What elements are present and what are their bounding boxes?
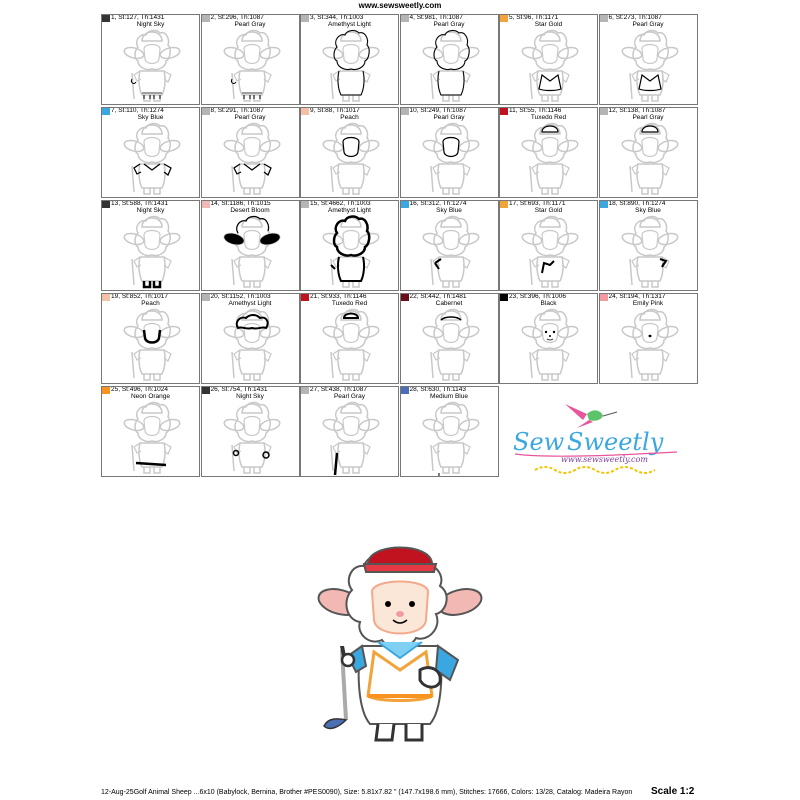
hummingbird-icon <box>565 404 617 428</box>
color-stop-cell <box>101 293 200 384</box>
sheep-outline-thumbnail <box>321 399 381 477</box>
thread-color-name: Pearl Gray <box>333 393 366 400</box>
color-stop-cell <box>101 14 200 105</box>
thread-color-name: Pearl Gray <box>234 114 266 121</box>
sheep-outline-thumbnail <box>122 27 182 105</box>
sheep-outline-thumbnail <box>421 399 481 477</box>
sheep-outline-thumbnail <box>321 306 381 384</box>
color-stop-meta: 28, St:630, Th:1143 <box>409 386 466 393</box>
color-stop-meta: 1, St:127, Th:1431 <box>111 14 165 21</box>
color-stop-meta: 24, St:194, Th:1317 <box>608 293 666 300</box>
color-stop-meta: 14, St:1186, Th:1015 <box>210 200 271 207</box>
color-stop-meta: 22, St:442, Th:1481 <box>409 293 467 300</box>
color-stop-cell <box>400 386 499 477</box>
thread-color-name: Pearl Gray <box>632 114 664 121</box>
color-stop-meta: 10, St:249, Th:1087 <box>409 107 467 114</box>
color-stop-cell <box>300 200 399 291</box>
sheep-outline-thumbnail <box>421 213 481 291</box>
color-stop-meta: 17, St:693, Th:1171 <box>509 200 566 207</box>
color-stop-meta: 13, St:588, Th:1431 <box>111 200 168 207</box>
sheep-outline-thumbnail <box>620 213 680 291</box>
color-stop-meta: 4, St:981, Th:1087 <box>409 14 463 21</box>
thread-color-name: Amethyst Light <box>228 300 272 307</box>
color-stop-cell <box>201 107 300 198</box>
sheep-outline-thumbnail <box>520 27 580 105</box>
color-stop-meta: 27, St:438, Th:1087 <box>310 386 367 393</box>
color-stop-cell <box>599 293 698 384</box>
color-stop-meta: 25, St:496, Th:1024 <box>111 386 168 393</box>
sheep-outline-thumbnail <box>520 213 580 291</box>
color-stop-meta: 5, St:96, Th:1171 <box>509 14 559 21</box>
thread-color-name: Sky Blue <box>436 207 462 214</box>
thread-color-name: Peach <box>340 114 359 121</box>
thread-color-name: Pearl Gray <box>234 21 266 28</box>
thread-color-name: Star Gold <box>534 21 563 28</box>
sheep-outline-thumbnail <box>122 306 182 384</box>
color-stop-cell <box>499 293 598 384</box>
thread-color-name: Tuxedo Red <box>331 300 368 307</box>
color-stop-cell <box>101 107 200 198</box>
color-stop-cell <box>400 107 499 198</box>
sheep-outline-thumbnail <box>222 306 282 384</box>
color-stop-cell <box>400 14 499 105</box>
thread-color-name: Pearl Gray <box>632 21 664 28</box>
sheep-outline-thumbnail <box>222 399 282 477</box>
color-stop-cell <box>400 293 499 384</box>
sheep-outline-thumbnail <box>620 306 680 384</box>
color-stop-cell <box>599 107 698 198</box>
thread-color-name: Cabernet <box>435 300 463 307</box>
thread-color-name: Desert Bloom <box>230 207 270 214</box>
thread-color-name: Amethyst Light <box>328 207 371 214</box>
color-stop-meta: 16, St:312, Th:1274 <box>409 200 467 207</box>
thread-color-name: Amethyst Light <box>328 21 371 28</box>
sheep-outline-thumbnail <box>122 120 182 198</box>
thread-color-name: Neon Orange <box>130 393 171 400</box>
sheep-outline-thumbnail <box>520 120 580 198</box>
color-stop-meta: 21, St:933, Th:1146 <box>310 293 367 300</box>
thread-color-name: Sky Blue <box>137 114 164 121</box>
color-stop-cell <box>499 107 598 198</box>
color-stop-cell <box>201 200 300 291</box>
color-stop-meta: 15, St:4662, Th:1003 <box>310 200 371 207</box>
color-stop-meta: 18, St:890, Th:1274 <box>608 200 666 207</box>
color-stop-cell <box>499 200 598 291</box>
thread-color-name: Tuxedo Red <box>530 114 567 121</box>
color-stop-meta: 3, St:344, Th:1003 <box>310 14 364 21</box>
color-stop-meta: 12, St:138, Th:1087 <box>608 107 666 114</box>
color-stop-cell <box>201 14 300 105</box>
sheep-outline-thumbnail <box>421 120 481 198</box>
site-url: www.sewsweetly.com <box>358 1 442 10</box>
color-stop-cell <box>400 200 499 291</box>
footer-info: 12-Aug-25Golf Animal Sheep ...6x10 (Babylock, Bernina, Brother #PES0090), Size: 5.81x7.82 " (147.7x198.6 mm), Stitches: 17666, Colors: 13/28, Catalog: Madeira Rayon <box>101 789 633 796</box>
golf-sheep-preview <box>300 520 500 750</box>
logo-word-sew: Sew <box>513 428 565 456</box>
thread-color-name: Night Sky <box>136 21 165 28</box>
sheep-outline-thumbnail <box>222 27 282 105</box>
color-stop-meta: 6, St:273, Th:1087 <box>608 14 662 21</box>
color-stop-meta: 20, St:1152, Th:1003 <box>210 293 271 300</box>
color-stop-meta: 11, St:55, Th:1146 <box>509 107 562 114</box>
thread-color-name: Pearl Gray <box>433 114 465 121</box>
color-stop-cell <box>101 386 200 477</box>
thread-color-name: Star Gold <box>534 207 563 214</box>
sheep-outline-thumbnail <box>321 27 381 105</box>
sew-sweetly-logo <box>505 398 685 478</box>
color-stop-meta: 26, St:754, Th:1431 <box>210 386 268 393</box>
color-stop-cell <box>599 14 698 105</box>
thread-color-name: Black <box>540 300 557 307</box>
sheep-outline-thumbnail <box>321 213 381 291</box>
sheep-outline-thumbnail <box>620 27 680 105</box>
sheep-outline-thumbnail <box>421 27 481 105</box>
thread-color-name: Medium Blue <box>430 393 468 400</box>
color-stop-cell <box>300 107 399 198</box>
color-stop-cell <box>499 14 598 105</box>
scale-label: Scale 1:2 <box>651 786 695 797</box>
color-stop-cell <box>599 200 698 291</box>
color-stop-meta: 2, St:296, Th:1087 <box>210 14 264 21</box>
sheep-outline-thumbnail <box>222 213 282 291</box>
sheep-outline-thumbnail <box>122 399 182 477</box>
sheep-outline-thumbnail <box>122 213 182 291</box>
color-stop-meta: 7, St:110, Th:1274 <box>111 107 164 114</box>
sheep-outline-thumbnail <box>421 306 481 384</box>
color-stop-cell <box>300 14 399 105</box>
thread-color-name: Emily Pink <box>632 300 664 307</box>
thread-color-name: Night Sky <box>136 207 165 214</box>
color-stop-cell <box>201 386 300 477</box>
thread-color-name: Night Sky <box>236 393 264 400</box>
logo-url: www.sewsweetly.com <box>561 455 648 464</box>
color-stop-meta: 23, St:396, Th:1006 <box>509 293 566 300</box>
color-stop-meta: 8, St:291, Th:1087 <box>210 107 264 114</box>
sheep-outline-thumbnail <box>321 120 381 198</box>
color-stop-meta: 9, St:88, Th:1017 <box>310 107 360 114</box>
color-stop-cell <box>300 293 399 384</box>
color-stop-cell <box>201 293 300 384</box>
thread-color-name: Peach <box>141 300 160 307</box>
color-stop-meta: 19, St:852, Th:1017 <box>111 293 168 300</box>
logo-word-sweetly: Sweetly <box>567 428 664 456</box>
sheep-outline-thumbnail <box>520 306 580 384</box>
sheep-outline-thumbnail <box>620 120 680 198</box>
thread-color-name: Pearl Gray <box>433 21 465 28</box>
sheep-outline-thumbnail <box>222 120 282 198</box>
thread-color-name: Sky Blue <box>635 207 661 214</box>
color-stop-cell <box>101 200 200 291</box>
color-stop-cell <box>300 386 399 477</box>
